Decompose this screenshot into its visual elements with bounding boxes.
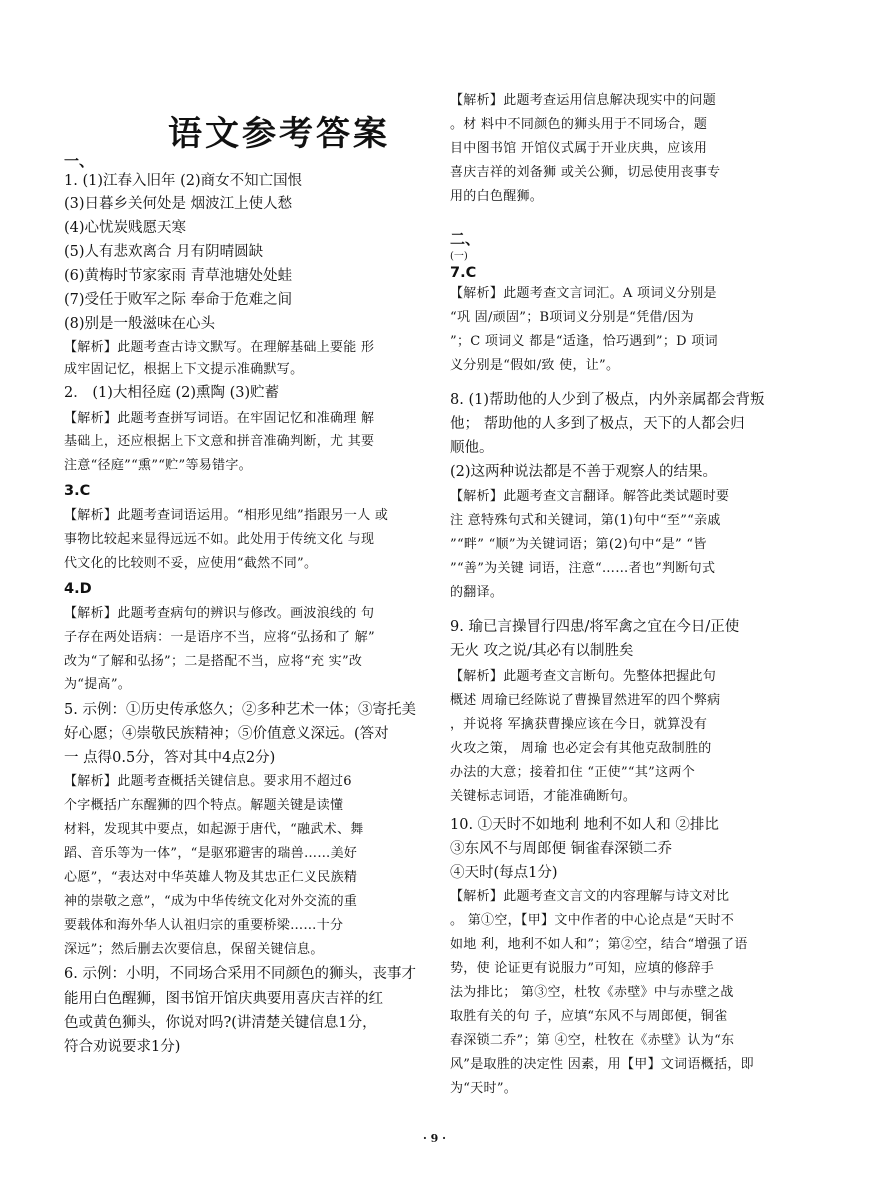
right-line: ”“畔” “顺”为关键词语；第(2)句中“是” “皆 xyxy=(450,537,707,552)
right-line: 10. ①天时不如地利 地利不如人和 ②排比 xyxy=(450,817,719,833)
right-line: 喜庆吉祥的刘备狮 或关公狮，切忌使用丧事专 xyxy=(450,165,721,180)
left-line: 神的崇敬之意”，“成为中华传统文化对外交流的重 xyxy=(64,894,358,909)
right-line: 义分别是“假如/致 使，让”。 xyxy=(450,358,620,373)
right-line: 顺他。 xyxy=(450,440,494,456)
left-line: 蹈、音乐等为一体”，“是驱邪避害的瑞兽……美好 xyxy=(64,846,358,861)
right-line: 如地 利，地利不如人和”；第②空，结合“增强了语 xyxy=(450,937,748,952)
left-line: 【解析】此题考查概括关键信息。要求用不超过6 xyxy=(64,774,352,789)
right-line: 。 第①空，【甲】文中作者的中心论点是“天时不 xyxy=(450,913,735,928)
left-line: 【解析】此题考查古诗文默写。在理解基础上要能 形 xyxy=(64,340,375,355)
page-title: 语文参考答案 xyxy=(168,114,390,154)
left-line: 1. (1)江春入旧年 (2)商女不知亡国恨 xyxy=(64,173,303,189)
left-line: 5. 示例：①历史传承悠久；②多种艺术一体；③寄托美 xyxy=(64,702,416,718)
left-line: 3.C xyxy=(64,483,91,499)
right-line: ”“善”为关键 词语，注意“……者也”判断句式 xyxy=(450,561,716,576)
right-line: 关键标志词语，才能准确断句。 xyxy=(450,789,637,804)
right-line: 风”是取胜的决定性 因素，用【甲】文词语概括，即 xyxy=(450,1057,754,1072)
right-line: ④天时(每点1分) xyxy=(450,865,558,881)
page-number: · 9 · xyxy=(423,1132,446,1145)
right-line: ③东风不与周郎便 铜雀春深锁二乔 xyxy=(450,841,673,857)
left-line: (3)日暮乡关何处是 烟波江上使人愁 xyxy=(64,196,293,212)
left-line: 4.D xyxy=(64,581,92,597)
left-line: 好心愿；④崇敬民族精神；⑤价值意义深远。(答对 xyxy=(64,726,389,742)
right-line: (2)这两种说法都是不善于观察人的结果。 xyxy=(450,464,718,480)
right-line: 注 意特殊句式和关键词，第(1)句中“至”“亲戚 xyxy=(450,513,721,528)
left-line: 成牢固记忆，根据上下文提示准确默写。 xyxy=(64,362,304,377)
right-line: 火攻之策， 周瑜 也必定会有其他克敌制胜的 xyxy=(450,741,712,756)
right-line: 取胜有关的句 子，应填“东风不与周郎便，铜雀 xyxy=(450,1009,728,1024)
left-line: 代文化的比较则不妥，应使用“截然不同”。 xyxy=(64,556,318,571)
right-line: 无火 攻之说/其必有以制胜矣 xyxy=(450,643,634,659)
left-line: 要载体和海外华人认祖归宗的重要桥梁……十分 xyxy=(64,918,344,933)
right-line: 【解析】此题考查文言翻译。解答此类试题时要 xyxy=(450,489,730,504)
right-line: 7.C xyxy=(450,265,477,281)
right-line: (一) xyxy=(450,251,468,262)
left-line: 【解析】此题考查病句的辨识与修改。画波浪线的 句 xyxy=(64,606,375,621)
right-line: 势，使 论证更有说服力”可知，应填的修辞手 xyxy=(450,961,715,976)
left-line: 材料，发现其中要点，如起源于唐代，“融武术、舞 xyxy=(64,822,364,837)
left-line: 2． (1)大相径庭 (2)熏陶 (3)贮蓄 xyxy=(64,385,280,401)
right-line: 的翻译。 xyxy=(450,585,504,600)
right-line: 办法的大意；接着扣住 “正使”“其”这两个 xyxy=(450,765,696,780)
left-line: 基础上，还应根据上下文意和拼音准确判断，尤 其要 xyxy=(64,434,375,449)
right-line: “巩 固/顽固”；B项词义分别是“凭借/因为 xyxy=(450,310,694,325)
right-line: 春深锁二乔”；第 ④空，杜牧在《赤壁》认为“东 xyxy=(450,1033,735,1048)
right-line: ，并说将 军擒获曹操应该在今日，就算没有 xyxy=(450,717,708,732)
right-line: 8. (1)帮助他的人少到了极点，内外亲属都会背叛 xyxy=(450,392,765,408)
left-line: (6)黄梅时节家家雨 青草池塘处处蛙 xyxy=(64,268,293,284)
right-line: 为“天时”。 xyxy=(450,1081,518,1096)
left-line: 【解析】此题考查词语运用。“相形见绌”指跟另一人 或 xyxy=(64,508,389,523)
left-line: 为“提高”。 xyxy=(64,677,132,692)
right-line: 【解析】此题考查文言词汇。A 项词义分别是 xyxy=(450,286,717,301)
left-line: 能用白色醒狮，图书馆开馆庆典要用喜庆吉祥的红 xyxy=(64,991,383,1007)
right-line: 二、 xyxy=(450,230,481,248)
left-line: 深远”；然后删去次要信息，保留关键信息。 xyxy=(64,942,324,957)
left-line: 一 点得0.5分，答对其中4点2分) xyxy=(64,750,276,766)
left-line: (4)心忧炭贱愿天寒 xyxy=(64,220,187,236)
left-line: 【解析】此题考查拼写词语。在牢固记忆和准确理 解 xyxy=(64,411,375,426)
left-line: (7)受任于败军之际 奉命于危难之间 xyxy=(64,292,293,308)
right-line: ”；C 项词义 都是“适逢，恰巧遇到”；D 项词 xyxy=(450,334,718,349)
left-line: 一、 xyxy=(64,152,95,170)
left-line: 个字概括广东醒狮的四个特点。解题关键是读懂 xyxy=(64,798,344,813)
left-line: 色或黄色狮头，你说对吗?(讲清楚关键信息1分， xyxy=(64,1015,377,1031)
right-line: 。材 料中不同颜色的狮头用于不同场合，题 xyxy=(450,117,708,132)
left-line: 心愿”，“表达对中华英雄人物及其忠正仁义民族精 xyxy=(64,870,358,885)
left-line: 事物比较起来显得远远不如。此处用于传统文化 与现 xyxy=(64,532,375,547)
left-line: 符合劝说要求1分) xyxy=(64,1039,181,1055)
left-line: 子存在两处语病：一是语序不当，应将“弘扬和了 解” xyxy=(64,630,375,645)
right-line: 9. 瑜已言操冒行四患/将军禽之宜在今日/正使 xyxy=(450,619,740,635)
right-line: 目中图书馆 开馆仪式属于开业庆典，应该用 xyxy=(450,141,708,156)
left-line: (8)别是一般滋味在心头 xyxy=(64,316,216,332)
right-line: 【解析】此题考查文言文的内容理解与诗文对比 xyxy=(450,889,730,904)
left-line: (5)人有悲欢离合 月有阴晴圆缺 xyxy=(64,244,264,260)
right-line: 【解析】此题考查运用信息解决现实中的问题 xyxy=(450,93,717,108)
right-line: 概述 周瑜已经陈说了曹操冒然进军的四个弊病 xyxy=(450,693,721,708)
right-line: 法为排比； 第③空，杜牧《赤壁》中与赤壁之战 xyxy=(450,985,734,1000)
left-line: 改为“了解和弘扬”；二是搭配不当，应将“充 实”改 xyxy=(64,654,363,669)
right-line: 他； 帮助他的人多到了极点，天下的人都会归 xyxy=(450,416,745,432)
right-line: 【解析】此题考查文言断句。先整体把握此句 xyxy=(450,669,717,684)
right-line: 用的白色醒狮。 xyxy=(450,189,544,204)
left-line: 注意“径庭”“熏”“贮”等易错字。 xyxy=(64,458,252,473)
left-line: 6. 示例：小明，不同场合采用不同颜色的狮头，丧事才 xyxy=(64,966,416,982)
